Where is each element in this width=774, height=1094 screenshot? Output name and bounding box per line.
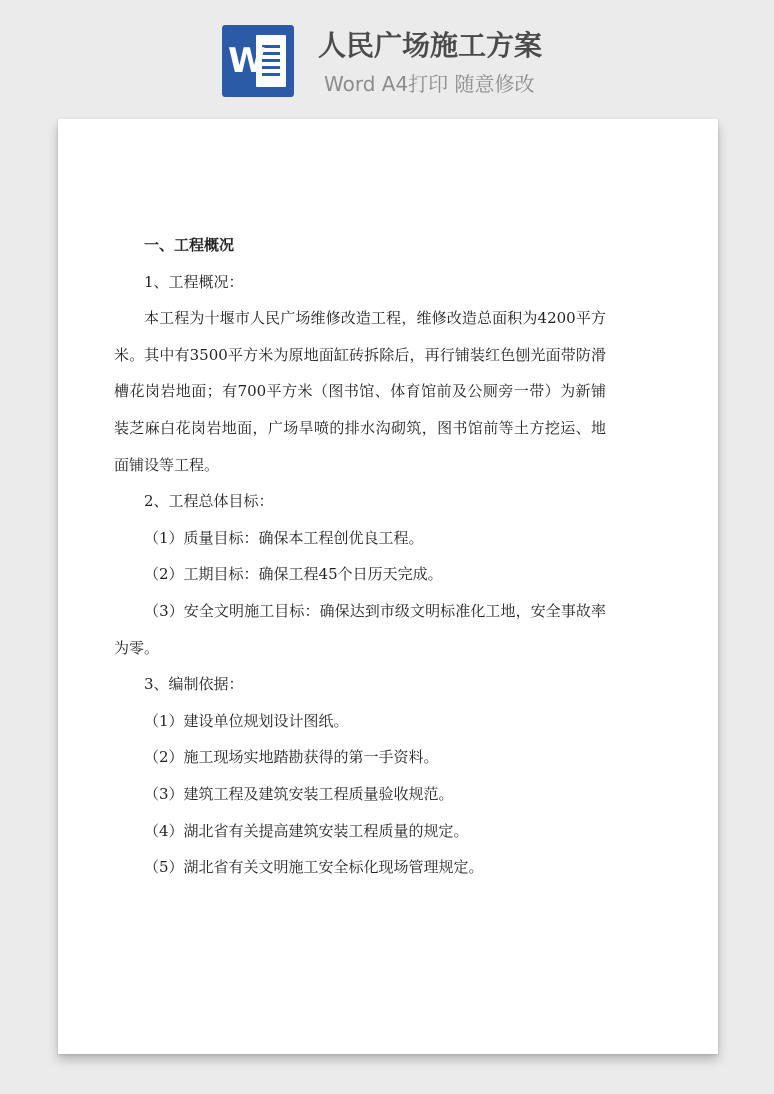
paragraph: （2）工期目标：确保工程45个日历天完成。 — [144, 565, 443, 584]
word-icon-letter: W — [228, 41, 266, 81]
section-heading: 一、工程概况 — [144, 236, 235, 254]
paragraph: （3）建筑工程及建筑安装工程质量验收规范。 — [144, 784, 454, 803]
paragraph: （2）施工现场实地踏勘获得的第一手资料。 — [144, 748, 439, 767]
page-title: 人民广场施工方案 — [318, 29, 543, 62]
word-icon — [222, 25, 294, 97]
document-body — [114, 227, 606, 886]
paragraph: 1、工程概况： — [144, 272, 244, 291]
paragraph: （4）湖北省有关提高建筑安装工程质量的规定。 — [144, 821, 469, 840]
paragraph: 3、编制依据： — [144, 675, 244, 694]
paragraph: 2、工程总体目标： — [144, 492, 274, 511]
paragraph: （5）湖北省有关文明施工安全标化现场管理规定。 — [144, 858, 484, 877]
paragraph: 本工程为十堰市人民广场维修改造工程，维修改造总面积为4200平方米。其中有3500平方米为原地面缸砖拆除后，再行铺装红色刨光面带防滑槽花岗岩地面；有700平方米（图书馆、体育馆前及公厕旁一带）为新铺装芝麻白花岗岩地面，广场旱喷的排水沟砌筑，图书馆前等土方挖运、地面铺设等工程。 — [114, 309, 606, 474]
header — [0, 0, 774, 118]
page-subtitle: Word A4打印 随意修改 — [324, 72, 535, 96]
paragraph: （3）安全文明施工目标：确保达到市级文明标准化工地，安全事故率为零。 — [114, 601, 606, 657]
paragraph: （1）质量目标：确保本工程创优良工程。 — [144, 528, 424, 547]
paragraph: （1）建设单位规划设计图纸。 — [144, 711, 349, 730]
